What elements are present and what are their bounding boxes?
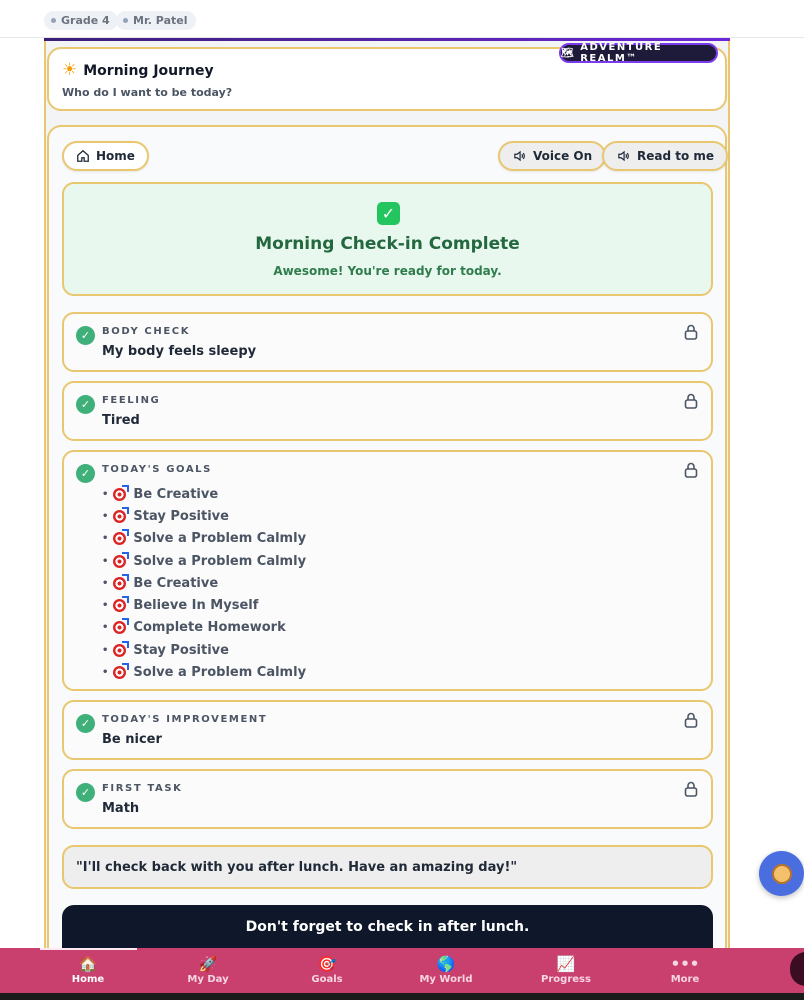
chart-icon: 📈 xyxy=(556,955,576,973)
target-icon xyxy=(113,666,126,679)
avatar-icon xyxy=(772,864,792,884)
rocket-icon: 🚀 xyxy=(198,955,218,973)
speaker-icon xyxy=(512,149,527,163)
lock-icon[interactable] xyxy=(684,324,698,340)
todays-improvement-card xyxy=(62,700,713,760)
goal-text: Believe In Myself xyxy=(133,598,259,614)
badge-label: ADVENTURE REALM™ xyxy=(580,42,663,64)
goal-text: Solve a Problem Calmly xyxy=(133,665,307,681)
first-task-card xyxy=(62,769,713,829)
dot-icon xyxy=(123,18,128,23)
item-value: My body feels sleepy xyxy=(102,344,257,359)
grade-label: Grade 4 xyxy=(61,14,110,27)
house-icon: 🏠 xyxy=(78,955,98,973)
page-title-text: Morning Journey xyxy=(83,62,214,79)
nav-my-day[interactable] xyxy=(158,948,258,993)
check-circle-icon: ✓ xyxy=(76,395,95,414)
goal-item: • Solve a Problem Calmly xyxy=(102,665,307,681)
nav-more[interactable] xyxy=(635,948,735,993)
voice-button-label: Voice On xyxy=(533,149,593,163)
check-circle-icon: ✓ xyxy=(76,464,95,483)
goal-text: Stay Positive xyxy=(133,642,229,658)
goal-list xyxy=(102,483,306,684)
dot-icon xyxy=(51,18,56,23)
target-icon xyxy=(113,599,126,612)
teacher-label: Mr. Patel xyxy=(133,14,188,27)
more-icon: ••• xyxy=(670,955,700,973)
goal-item: • Stay Positive xyxy=(102,642,229,658)
target-icon xyxy=(113,532,126,545)
target-icon xyxy=(113,510,126,523)
checkin-complete-card xyxy=(62,182,713,296)
nav-goals[interactable] xyxy=(277,948,377,993)
grade-chip xyxy=(44,11,118,30)
lock-icon[interactable] xyxy=(684,393,698,409)
map-icon: 🗺 xyxy=(561,47,576,59)
check-mark-icon: ✓ xyxy=(377,202,400,225)
item-label: TODAY'S GOALS xyxy=(102,464,212,475)
lock-icon[interactable] xyxy=(684,462,698,478)
read-button-label: Read to me xyxy=(637,149,715,163)
nav-label: Goals xyxy=(311,974,343,985)
page-title xyxy=(62,62,214,79)
goal-text: Be Creative xyxy=(133,486,219,502)
check-circle-icon: ✓ xyxy=(76,714,95,733)
goal-text: Solve a Problem Calmly xyxy=(133,553,307,569)
nav-label: More xyxy=(670,974,700,985)
goal-item: • Stay Positive xyxy=(102,508,229,524)
item-label: BODY CHECK xyxy=(102,326,191,337)
screen-bottom-edge xyxy=(0,993,804,1000)
goal-item: • Complete Homework xyxy=(102,620,286,636)
nav-label: Home xyxy=(71,974,105,985)
goal-item: • Believe In Myself xyxy=(102,598,259,614)
voice-toggle-button[interactable] xyxy=(498,141,606,171)
item-label: FIRST TASK xyxy=(102,783,183,794)
assistant-avatar-button[interactable] xyxy=(759,851,804,896)
nav-label: Progress xyxy=(541,974,591,985)
nav-label: My World xyxy=(419,974,473,985)
sun-icon: ☀ xyxy=(62,60,78,80)
speaker-icon xyxy=(616,149,631,163)
teacher-chip xyxy=(116,11,196,30)
todays-goals-card xyxy=(62,450,713,691)
item-value: Tired xyxy=(102,413,140,428)
lock-icon[interactable] xyxy=(684,781,698,797)
lock-icon[interactable] xyxy=(684,712,698,728)
feeling-card xyxy=(62,381,713,441)
lunch-reminder-banner: Don't forget to check in after lunch. xyxy=(62,905,713,948)
check-circle-icon: ✓ xyxy=(76,326,95,345)
target-icon xyxy=(113,577,126,590)
goal-text: Complete Homework xyxy=(133,620,286,636)
home-button[interactable] xyxy=(62,141,149,171)
encouragement-quote: "I'll check back with you after lunch. Have an amazing day!" xyxy=(62,845,713,889)
target-icon xyxy=(113,488,126,501)
goal-text: Solve a Problem Calmly xyxy=(133,531,307,547)
nav-home[interactable] xyxy=(38,948,138,993)
page-subtitle: Who do I want to be today? xyxy=(62,86,233,99)
goal-item: • Solve a Problem Calmly xyxy=(102,553,307,569)
target-icon xyxy=(113,621,126,634)
goal-item: • Solve a Problem Calmly xyxy=(102,531,307,547)
read-to-me-button[interactable] xyxy=(602,141,728,171)
adventure-realm-badge xyxy=(559,43,718,63)
target-icon: 🎯 xyxy=(317,955,337,973)
check-circle-icon: ✓ xyxy=(76,783,95,802)
goal-item: • Be Creative xyxy=(102,575,219,591)
goal-text: Stay Positive xyxy=(133,508,229,524)
target-icon xyxy=(113,644,126,657)
home-button-label: Home xyxy=(96,149,135,163)
item-label: FEELING xyxy=(102,395,161,406)
column-accent xyxy=(44,38,730,41)
item-value: Math xyxy=(102,801,140,816)
complete-title: Morning Check-in Complete xyxy=(255,234,520,254)
goal-text: Be Creative xyxy=(133,575,219,591)
goal-item: • Be Creative xyxy=(102,486,219,502)
nav-progress[interactable] xyxy=(516,948,616,993)
complete-subtitle: Awesome! You're ready for today. xyxy=(273,264,502,278)
globe-icon: 🌎 xyxy=(436,955,456,973)
target-icon xyxy=(113,555,126,568)
body-check-card xyxy=(62,312,713,372)
nav-my-world[interactable] xyxy=(396,948,496,993)
item-value: Be nicer xyxy=(102,732,162,747)
nav-label: My Day xyxy=(187,974,229,985)
item-label: TODAY'S IMPROVEMENT xyxy=(102,714,268,725)
house-icon xyxy=(76,149,90,163)
